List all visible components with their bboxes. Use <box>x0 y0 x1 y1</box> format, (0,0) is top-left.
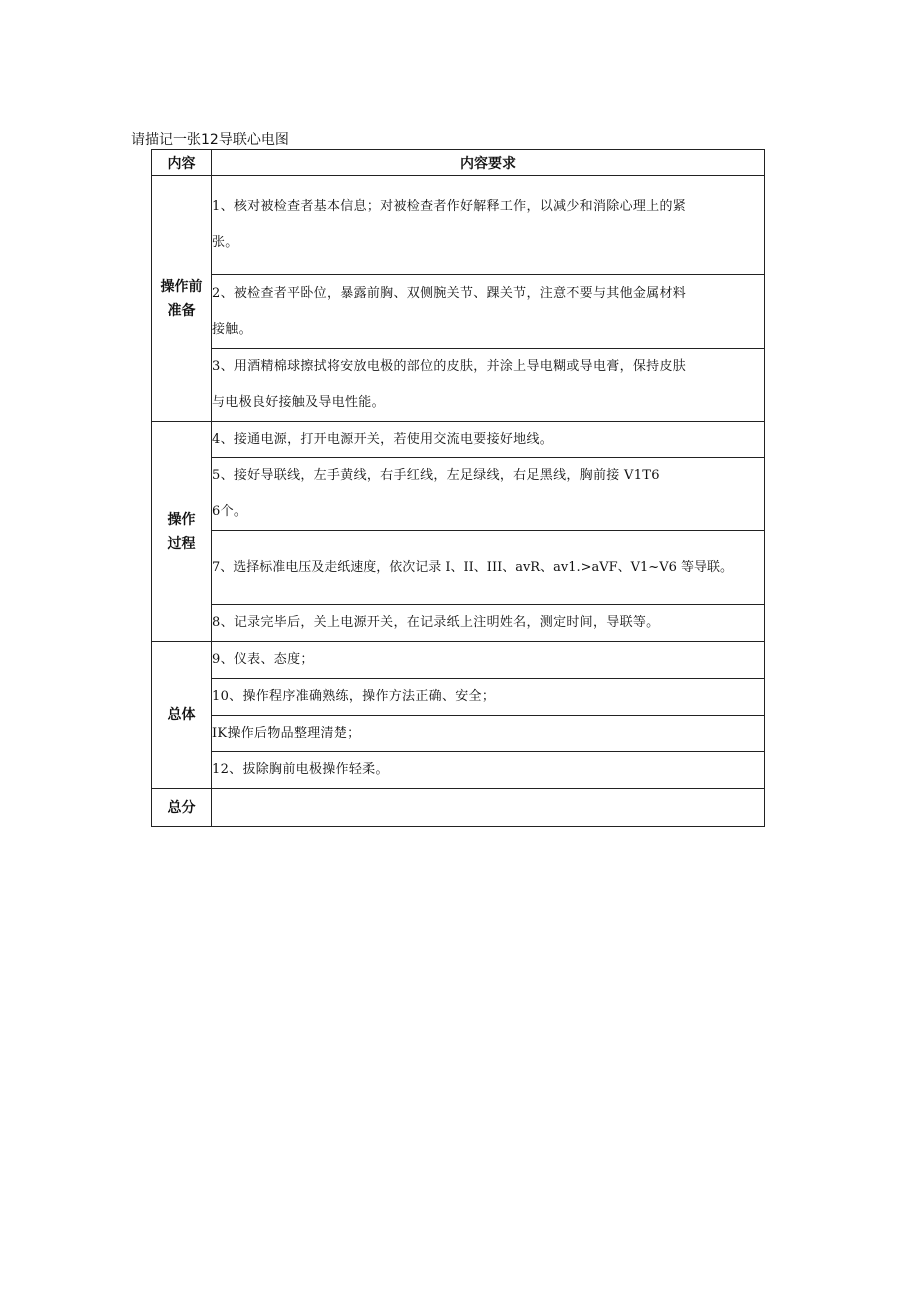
requirement-item: 3、用酒精棉球擦拭将安放电极的部位的皮肤，并涂上导电糊或导电膏，保持皮肤 与电极良好接触及导电性能。 <box>212 349 765 422</box>
requirement-item: IK操作后物品整理清楚； <box>212 716 765 752</box>
requirement-item: 5、接好导联线，左手黄线，右手红线，左足绿线，右足黑线，胸前接 V1T6 6个。 <box>212 458 765 531</box>
table-row <box>152 642 765 679</box>
table-header-row <box>152 150 765 176</box>
requirement-item: 8、记录完毕后，关上电源开关，在记录纸上注明姓名，测定时间，导联等。 <box>212 605 765 642</box>
section-label-line: 过程 <box>167 535 196 552</box>
table-row <box>152 531 765 605</box>
total-score-cell <box>212 789 765 827</box>
table-row <box>152 349 765 422</box>
requirement-item: 4、接通电源，打开电源开关，若使用交流电要接好地线。 <box>212 422 765 458</box>
section-label-overall <box>152 642 212 789</box>
table-row <box>152 275 765 349</box>
table-row <box>152 716 765 752</box>
requirement-item: 10、操作程序准确熟练，操作方法正确、安全； <box>212 679 765 716</box>
table-row <box>152 679 765 716</box>
requirement-item: 12、拔除胸前电极操作轻柔。 <box>212 752 765 789</box>
section-label-line: 总体 <box>167 707 196 723</box>
form-caption: 请描记一张12导联心电图 <box>131 132 289 148</box>
table-row <box>152 458 765 531</box>
section-label-process <box>152 422 212 642</box>
table-row <box>152 605 765 642</box>
section-label-line: 操作前 <box>160 278 203 295</box>
requirement-item: 2、被检查者平卧位，暴露前胸、双侧腕关节、踝关节，注意不要与其他金属材料 接触。 <box>212 275 765 349</box>
section-label-line: 准备 <box>167 302 196 319</box>
requirement-item: 7、选择标准电压及走纸速度，依次记录 I、II、III、avR、av1.>aVF、V1~V6 等导联。 <box>212 531 765 605</box>
table-row <box>152 176 765 275</box>
assessment-table <box>151 149 765 827</box>
table-row <box>152 422 765 458</box>
requirement-item: 9、仪表、态度； <box>212 642 765 679</box>
requirement-item: 1、核对被检查者基本信息；对被检查者作好解释工作，以减少和消除心理上的紧 张。 <box>212 176 765 275</box>
table-row <box>152 752 765 789</box>
total-label: 总分 <box>152 789 212 827</box>
total-row <box>152 789 765 827</box>
header-content: 内容 <box>152 150 212 176</box>
header-requirements: 内容要求 <box>212 150 765 176</box>
section-label-preparation <box>152 176 212 422</box>
section-label-line: 操作 <box>167 511 196 528</box>
